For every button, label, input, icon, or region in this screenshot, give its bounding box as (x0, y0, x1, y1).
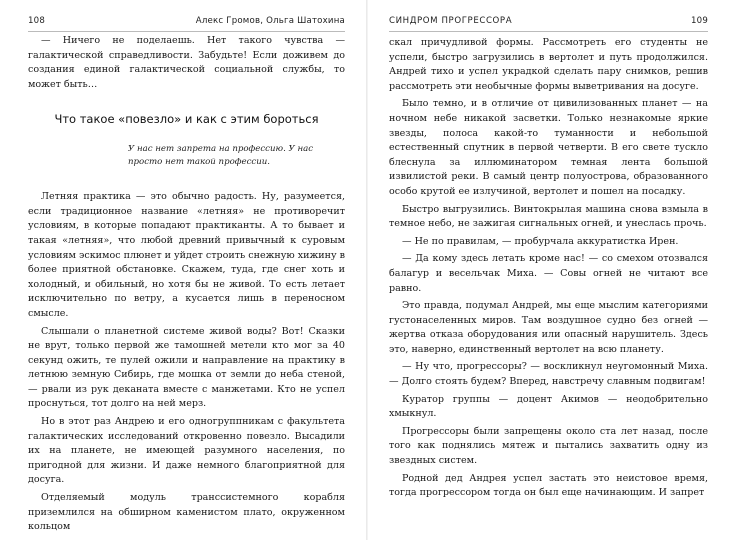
epigraph: У нас нет запрета на профессию. У нас просто нет такой профессии. (128, 143, 314, 167)
paragraph: — Ну что, прогрессоры? — воскликнул неугомонный Миха. — Долго стоять будем? Вперед, навстречу славным подвигам! (389, 361, 708, 388)
paragraph: Родной дед Андрея успел застать это неистовое время, тогда прогрессором тогда он был еще начинающим. И запрет (389, 472, 708, 499)
paragraph: Это правда, подумал Андрей, мы еще мыслим категориями густонаселенных миров. Там воздушное судно без огней — жертва отказа оборудования или опасный нарушитель. Здесь это, наверно, единственный вертолет на всю планету. (389, 300, 708, 355)
paragraph-dialogue: — Ничего не поделаешь. Нет такого чувства — галактической справедливости. Забудьте! Если доживем до создания единой галактической социальной службы, то может быть… (28, 35, 345, 90)
paragraph: — Да кому здесь летать кроме нас! — со смехом отозвался балагур и весельчак Миха. — Совы огней не читают все равно. (389, 253, 708, 294)
right-page (367, 0, 734, 540)
page-number-right: 109 (690, 16, 708, 26)
chapter-heading: Что такое «повезло» и как с этим бороться (54, 112, 319, 127)
page-number-left: 108 (28, 16, 46, 26)
paragraph: Было темно, и в отличие от цивилизованных планет — на ночном небе никакой засветки. Только незнакомые яркие звезды, полоса какой-то туманности и небольшой естественный спутник в первой четверти. В его свете тускло блеснула за иллюминатором темная лента большой извилистой реки. В самый центр полуострова, образованного особо крутой ее излучиной, вертолет и пошел на посадку. (389, 98, 708, 197)
paragraph-continued: скал причудливой формы. Рассмотреть его студенты не успели, быстро загрузились в вертолет и путь продолжился. Андрей тихо и успел украдкой сделать пару снимков, решив рассмотреть эти необычные формы выветривания на досуге. (389, 37, 708, 92)
paragraph: Прогрессоры были запрещены около ста лет назад, после того как поднялись мятеж и пытались захватить одну из звездных систем. (389, 425, 708, 467)
paragraph: Летняя практика — это обычно радость. Ну, разумеется, если традиционное название «летняя» не противоречит условиям, в которые попадают практиканты. А то бывает и такая «летняя», что любой древний привычный к суровым условиям эскимос плюнет и уйдет строить снежную хижину в более приятной обстановке. Скажем, туда, где снег хоть и холодный, и обильный, но хотя бы не живой. То есть летает исключительно по ветру, а кусается лишь в переносном смысле. (28, 191, 345, 319)
paragraph: Быстро выгрузились. Винтокрылая машина снова взмыла в темное небо, не зажигая сигнальных огней, и унеслась прочь. (389, 203, 708, 230)
header-rule-left (28, 31, 345, 32)
paragraph: — Не по правилам, — пробурчала аккуратистка Ирен. (402, 235, 679, 247)
paragraph: Отделяемый модуль транссистемного корабля приземлился на обширном каменистом плато, окруженном кольцом (28, 492, 345, 533)
left-page-body (28, 34, 345, 538)
paragraph: Но в этот раз Андрею и его одногруппникам с факультета галактических исследований откровенно повезло. Высадили их на планете, не имеющей разумного населения, по пригодной для жизни. И даже немного благоприятной для досуга. (28, 416, 345, 486)
paragraph: Слышали о планетной системе живой воды? Вот! Сказки не врут, только первой же тамошней метели кто мог за 40 секунд ожить, те пулей ожили и направление на практику в летнюю земную Сибирь, где мошка от земли до неба стеной, — рвали из рук деканата вместе с манжетами. Кто не успел проснуться, тот долго на ней мерз. (28, 325, 345, 410)
paragraph: Куратор группы — доцент Акимов — неодобрительно хмыкнул. (389, 393, 708, 420)
right-page-body (389, 36, 708, 504)
running-head-authors: Алекс Громов, Ольга Шатохина (195, 16, 345, 26)
header-rule-right (389, 31, 708, 32)
running-head-title: СИНДРОМ ПРОГРЕССОРА (389, 16, 513, 26)
